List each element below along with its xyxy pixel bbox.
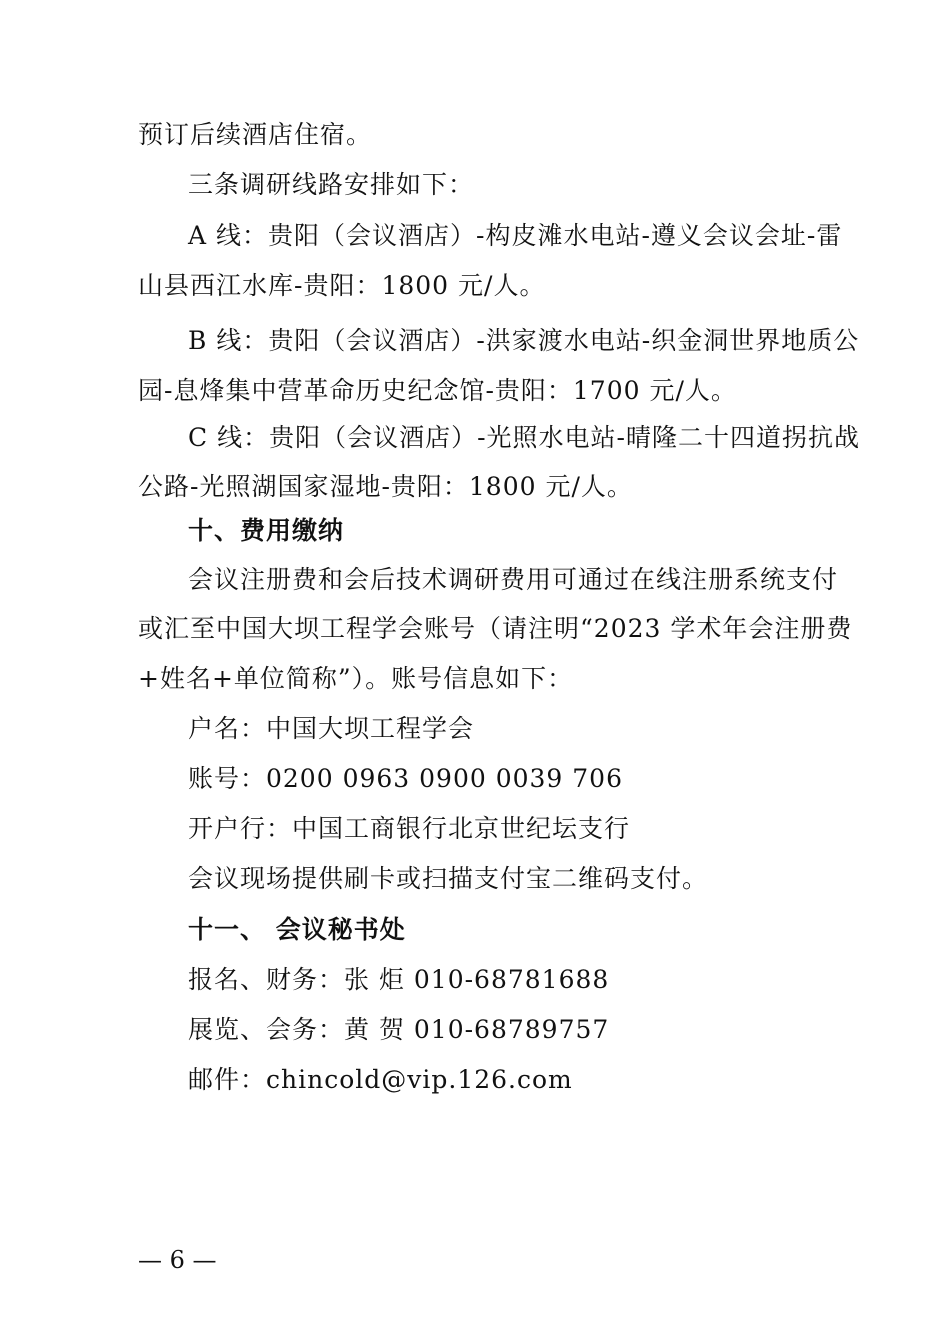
text-line-route-a: A 线：贵阳（会议酒店）-构皮滩水电站-遵义会议会址-雷 bbox=[188, 221, 843, 250]
text-line-fees-2: 或汇至中国大坝工程学会账号（请注明“2023 学术年会注册费 bbox=[138, 614, 853, 643]
text-line-route-c: C 线：贵阳（会议酒店）-光照水电站-晴隆二十四道拐抗战 bbox=[188, 423, 860, 452]
text-line-contact-registration: 报名、财务：张 炬 010-68781688 bbox=[188, 965, 610, 994]
text-line-route-a-cont: 山县西江水库-贵阳：1800 元/人。 bbox=[138, 271, 546, 300]
text-line-fees-1: 会议注册费和会后技术调研费用可通过在线注册系统支付 bbox=[188, 565, 839, 594]
section-heading-fees: 十、费用缴纳 bbox=[188, 516, 345, 545]
section-heading-secretariat: 十一、 会议秘书处 bbox=[188, 915, 406, 944]
text-line-continuation: 预订后续酒店住宿。 bbox=[138, 120, 373, 149]
text-line-routes-intro: 三条调研线路安排如下： bbox=[188, 170, 475, 199]
text-line-account-number: 账号：0200 0963 0900 0039 706 bbox=[188, 764, 623, 793]
text-line-route-c-cont: 公路-光照湖国家湿地-贵阳：1800 元/人。 bbox=[138, 472, 633, 501]
text-line-fees-3: +姓名+单位简称”）。账号信息如下： bbox=[138, 664, 574, 693]
text-line-bank: 开户行：中国工商银行北京世纪坛支行 bbox=[188, 814, 631, 843]
text-line-email: 邮件：chincold@vip.126.com bbox=[188, 1065, 573, 1094]
text-line-onsite-payment: 会议现场提供刷卡或扫描支付宝二维码支付。 bbox=[188, 864, 709, 893]
text-line-route-b: B 线：贵阳（会议酒店）-洪家渡水电站-织金洞世界地质公 bbox=[188, 326, 860, 355]
text-line-account-name: 户名：中国大坝工程学会 bbox=[188, 714, 475, 743]
page-number: — 6 — bbox=[138, 1246, 217, 1274]
text-line-contact-exhibition: 展览、会务：黄 贺 010-68789757 bbox=[188, 1015, 610, 1044]
text-line-route-b-cont: 园-息烽集中营革命历史纪念馆-贵阳：1700 元/人。 bbox=[138, 376, 737, 405]
